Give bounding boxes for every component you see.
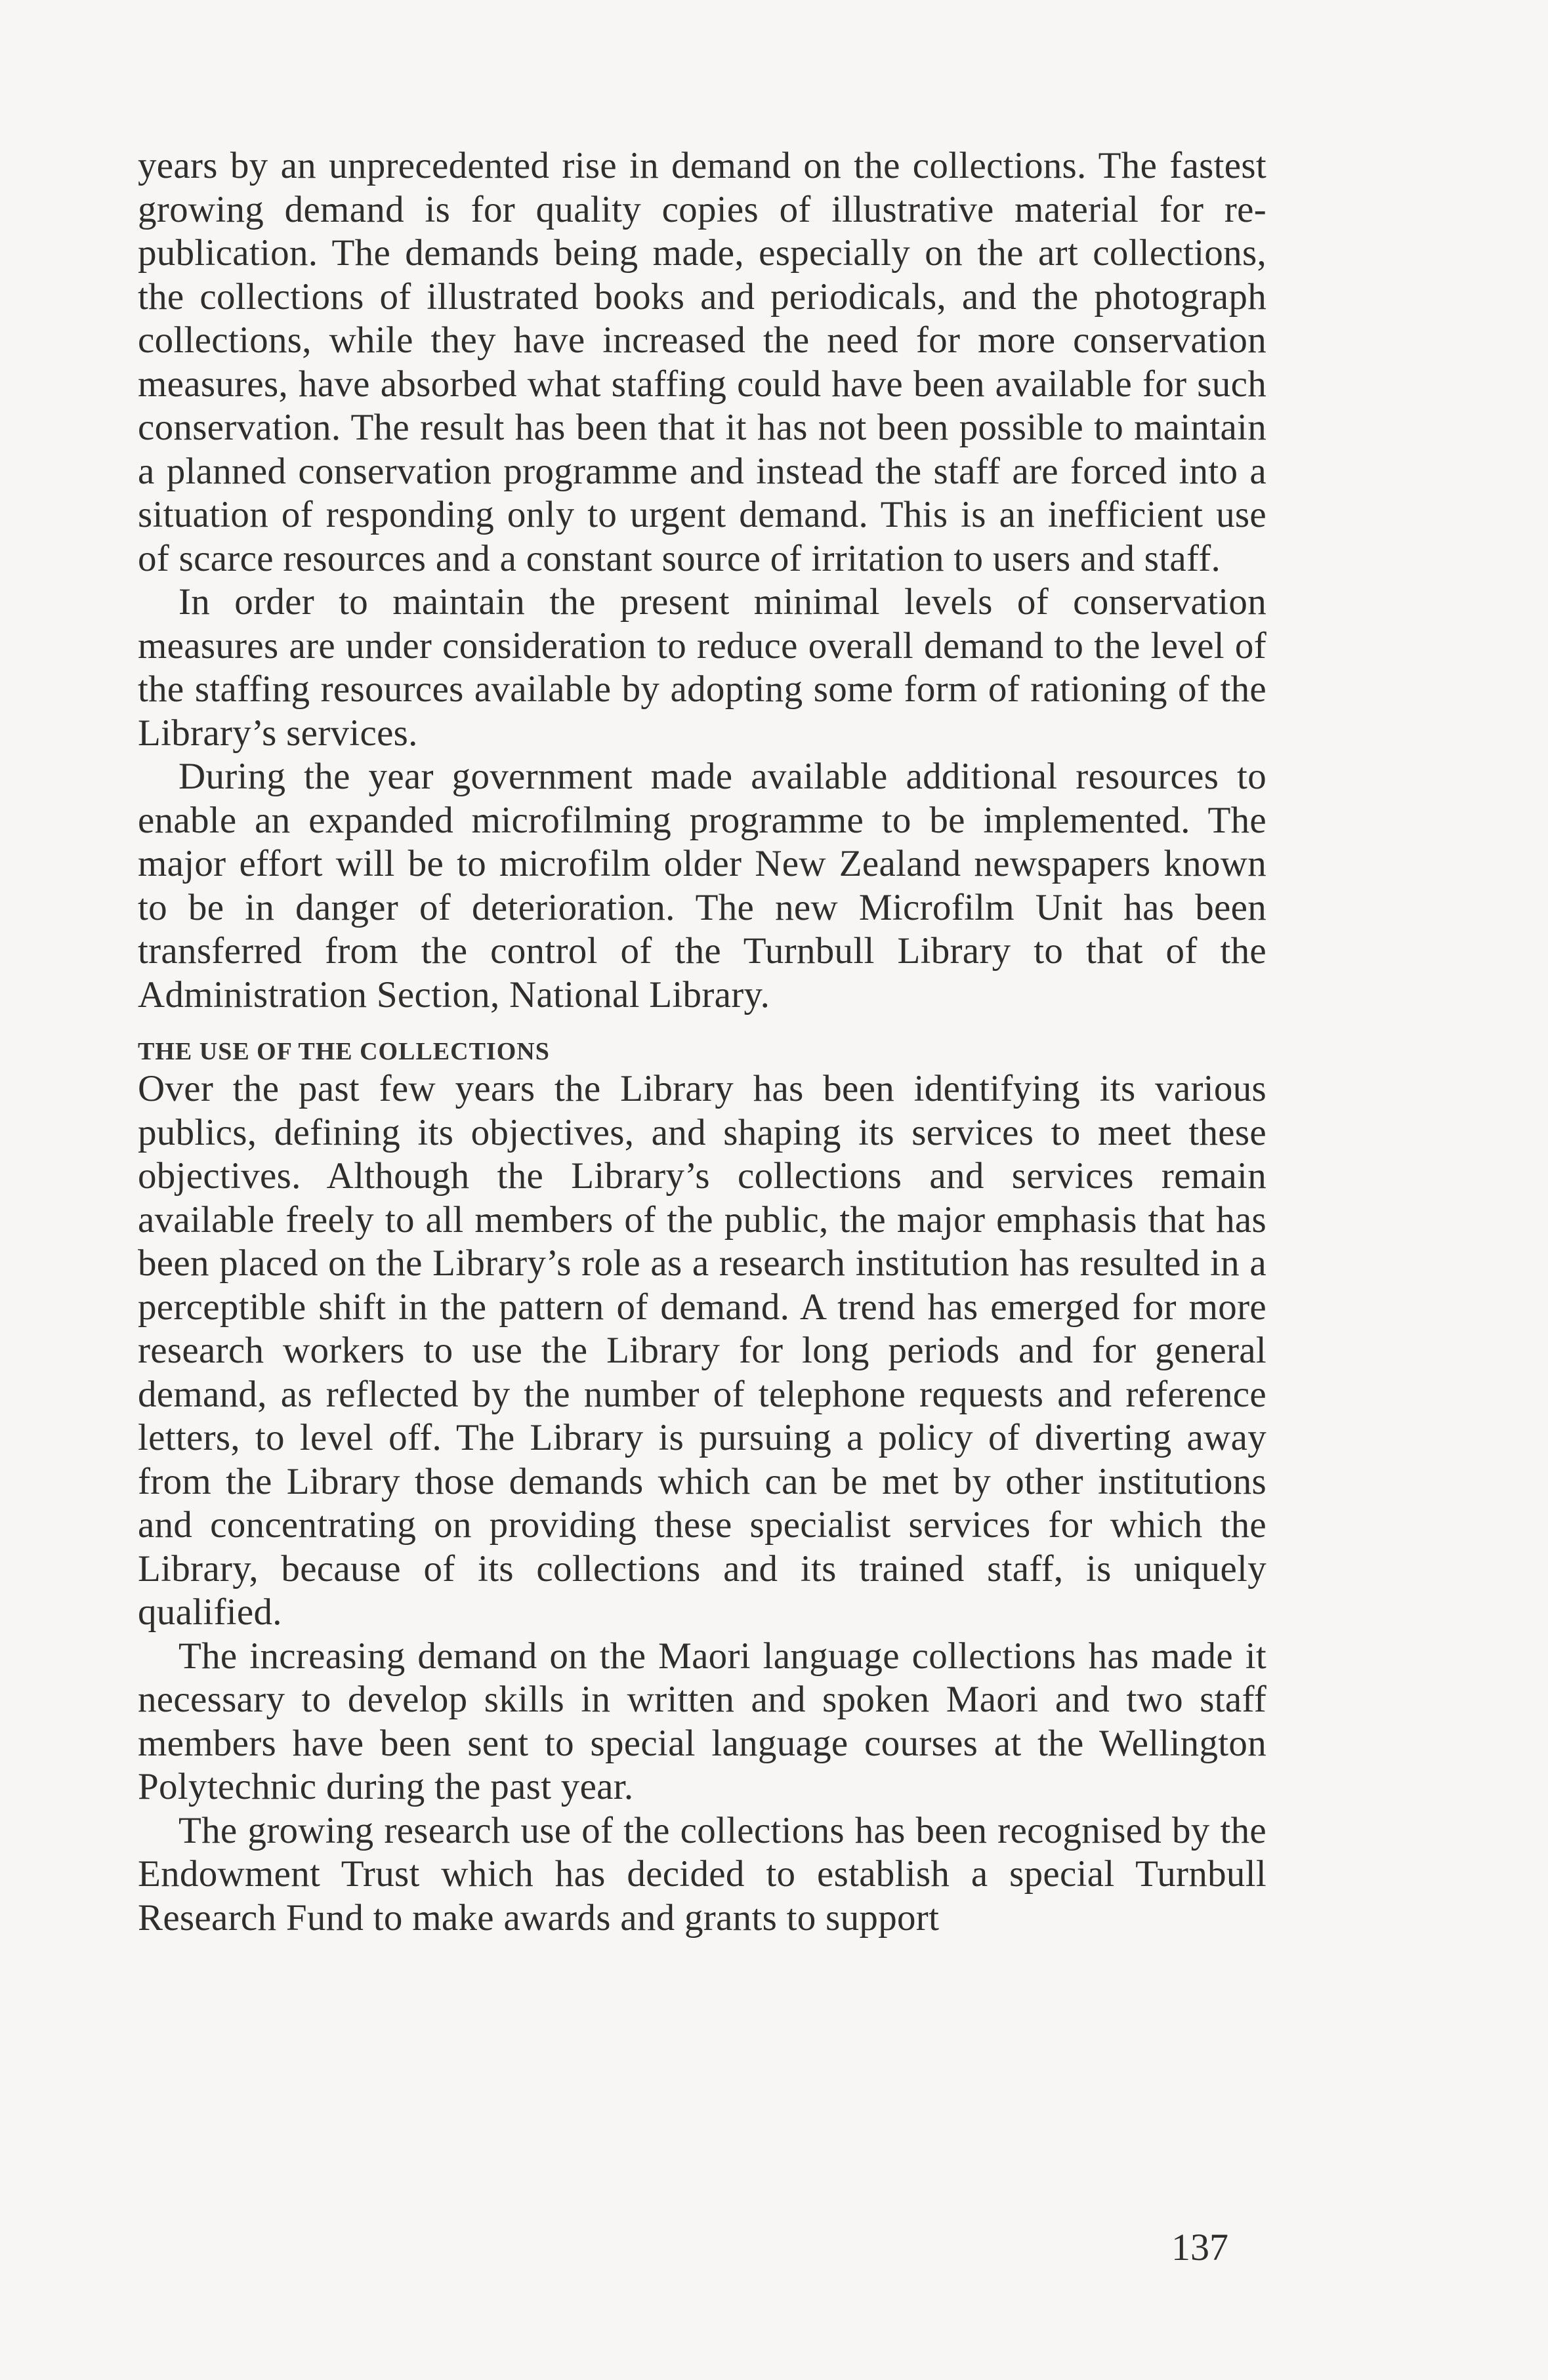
- paragraph-rationing: In order to maintain the present minimal levels of conservation measures are under consideration to reduce overall demand to the level of the staffing resources available by adopting some form of rationing of the Library’s services.: [138, 581, 1266, 754]
- page-number: 137: [1171, 2226, 1228, 2268]
- paragraph-microfilming: During the year government made available additional resources to enable an expanded microfilming programme to be implemented. The major effort will be to microfilm older New Zealand newspapers known to be in danger of deterioration. The new Microfilm Unit has been transferred from the control of the Turnbull Library to that of the Administration Section, National Library.: [138, 756, 1266, 1016]
- paragraph-research-fund: The growing research use of the collections has been recognised by the Endowment Trust which has decided to establish a special Turnbull Research Fund to make awards and grants to support: [138, 1809, 1266, 1939]
- paragraph-library-publics: Over the past few years the Library has been identifying its various publics, defining its objectives, and shaping its services to meet these objectives. Although the Library’s collections and services remain available freely to all members of the public, the major emphasis that has been placed on the Library’s role as a research institution has resulted in a perceptible shift in the pattern of demand. A trend has emerged for more research workers to use the Library for long periods and for general demand, as reflected by the number of telephone requests and reference letters, to level off. The Library is pursuing a policy of diverting away from the Library those demands which can be met by other institutions and concentrating on providing these specialist services for which the Library, because of its collections and its trained staff, is uniquely qualified.: [138, 1068, 1266, 1633]
- paragraph-maori-language: The increasing demand on the Maori language collections has made it necessary to develop skills in written and spoken Maori and two staff members have been sent to special language courses at the Wellington Polytechnic during the past year.: [138, 1635, 1266, 1807]
- paragraph-conservation-demand: years by an unprecedented rise in demand on the collections. The fastest growing demand is for quality copies of illustrative material for re-publication. The demands being made, especially on the art collections, the collections of illustrated books and periodicals, and the photograph collections, while they have increased the need for more conservation measures, have absorbed what staffing could have been available for such conservation. The result has been that it has not been possible to maintain a planned conservation programme and instead the staff are forced into a situation of responding only to urgent demand. This is an inefficient use of scarce resources and a constant source of irritation to users and staff.: [138, 145, 1266, 579]
- document-page: [138, 144, 1266, 2276]
- section-heading: THE USE OF THE COLLECTIONS: [138, 1038, 550, 1065]
